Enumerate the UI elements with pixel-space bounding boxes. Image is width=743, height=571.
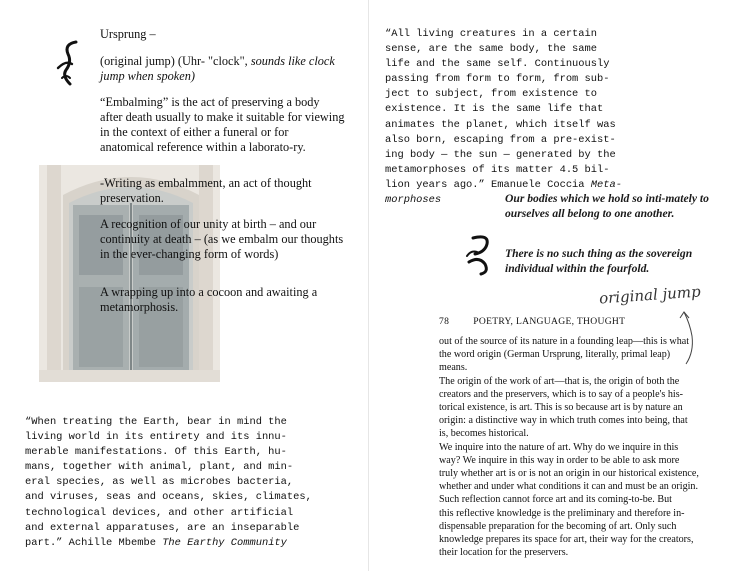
swirl-glyph-left-icon <box>56 38 86 90</box>
swirl-glyph-right-icon <box>465 232 495 278</box>
bodies-statement: Our bodies which we hold so inti-mately to ourselves all belong to one another. <box>505 192 709 221</box>
book-scan <box>436 284 711 569</box>
wrapping-paragraph: A wrapping up into a cocoon and awaiting a metamorphosis. <box>100 285 318 314</box>
mbembe-quote <box>25 415 325 551</box>
mbembe-quote-source: The Earthy Community <box>162 536 287 549</box>
ursprung-definition <box>100 54 350 84</box>
recognition-paragraph: A recognition of our unity at birth – and our continuity at death – (as we embalm our thoughts in the ever-changing form of words) <box>100 217 344 261</box>
definition-plain: (original jump) (Uhr- "clock", <box>100 54 251 68</box>
running-head-title: POETRY, LANGUAGE, THOUGHT <box>473 316 626 327</box>
mbembe-quote-body: “When treating the Earth, bear in mind the living world in its entirety and its innu- merable manifestations. Of this Earth, hu- mans, together with animal, plant, and min- eral species, as well as microbes bacteria, and viruses, seas and oceans, skies, climates, technological devices, and other artificial and external apparatuses, are an inseparable part.” Achille Mbembe <box>25 416 312 549</box>
coccia-quote <box>385 27 705 208</box>
page-gutter <box>368 0 369 571</box>
coccia-quote-body: “All living creatures in a certain sense, are the same body, the same life and the same self. Continuously passing from form to form, from sub- ject to subject, from existence to existence. It is the same life that animates the planet, which itself was also born, escaping from a pre-exist- ing body — the sun — generated by the metamorphoses of its matter 4.5 bil- lion years ago.” Emanuele Coccia <box>385 28 616 191</box>
handwritten-note: original jump <box>598 282 702 308</box>
definition-italic: sounds like clock jump when spoken) <box>100 54 335 83</box>
sovereign-statement: There is no such thing as the sovereign individual within the fourfold. <box>505 247 693 276</box>
page-number: 78 <box>439 316 450 327</box>
scan-body-text: out of the source of its nature in a founding leap—this is what the word origin (German Ursprung, literally, primal leap) means. The origin of the work of art—that is, the origin of both the creators and the preservers, which is to say of a people's his- torical existence, is art. This is so because art is by nature an origin: a distinctive way in which truth comes into being, that is, becomes historical. We inquire into the nature of art. Why do we inquire in this way? We inquire in this way in order to be able to ask more truly whether art is or is not an origin in our historical existence, whether and under what conditions it can and must be an origin. Such reflection cannot force art and its coming-to-be. But this reflective knowledge is the preliminary and therefore in- dispensable preparation for the becoming of art. Only such knowledge prepares its space for art, their way for the creators, their location for the preservers. <box>439 336 699 559</box>
coccia-quote-source: Meta- morphoses <box>385 178 622 207</box>
embalming-paragraph: “Embalming” is the act of preserving a body after death usually to make it suitable for viewing in the context of either a funeral or for anatomical reference within a laborato-ry. <box>100 95 345 154</box>
ursprung-heading: Ursprung – <box>100 27 156 41</box>
running-head <box>439 316 649 327</box>
writing-paragraph: -Writing as embalmment, an act of thought preservation. <box>100 176 312 205</box>
